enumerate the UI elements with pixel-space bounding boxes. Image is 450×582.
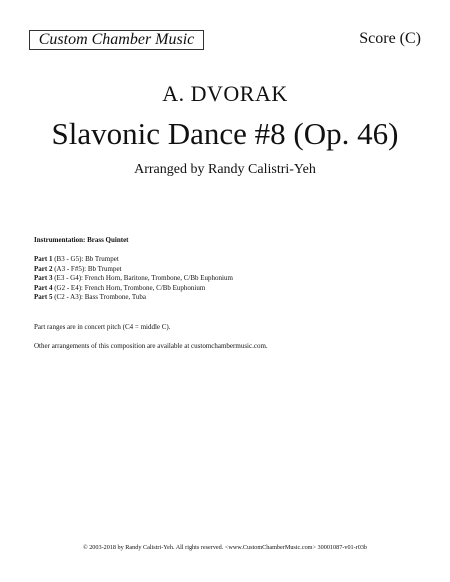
- range-note: Part ranges are in concert pitch (C4 = middle C).: [34, 323, 171, 332]
- instrumentation-section: [34, 236, 424, 352]
- piece-title: Slavonic Dance #8 (Op. 46): [51, 116, 399, 151]
- other-arrangements-note: Other arrangements of this composition are available at customchambermusic.com.: [34, 342, 268, 351]
- part-label: Part 5: [34, 293, 53, 302]
- part-line: [34, 284, 424, 294]
- part-line: [34, 255, 424, 265]
- arranger-credit: Arranged by Randy Calistri-Yeh: [134, 162, 316, 177]
- part-description: (B3 - G5): Bb Trumpet: [52, 255, 119, 264]
- part-description: (A3 - F#5): Bb Trumpet: [52, 264, 122, 273]
- part-description: (G2 - E4): French Horn, Trombone, C/Bb Euphonium: [52, 283, 206, 292]
- part-description: (E3 - G4): French Horn, Baritone, Trombone, C/Bb Euphonium: [52, 274, 233, 283]
- score-label: Score (C): [359, 30, 421, 47]
- instrumentation-heading: Instrumentation: Brass Quintet: [34, 236, 129, 244]
- publisher-box: [29, 30, 204, 50]
- part-description: (C2 - A3): Bass Trombone, Tuba: [52, 293, 147, 302]
- composer-name: A. DVORAK: [162, 81, 288, 106]
- part-line: [34, 265, 424, 275]
- publisher-name: Custom Chamber Music: [38, 31, 195, 48]
- part-line: [34, 274, 424, 284]
- part-line: [34, 293, 424, 303]
- part-label: Part 4: [34, 283, 53, 292]
- part-label: Part 3: [34, 274, 53, 283]
- part-label: Part 1: [34, 255, 53, 264]
- copyright-footer: © 2003-2018 by Randy Calistri-Yeh. All rights reserved. <www.CustomChamberMusic.com> 30001087-v01-r03b: [82, 544, 368, 551]
- part-label: Part 2: [34, 264, 53, 273]
